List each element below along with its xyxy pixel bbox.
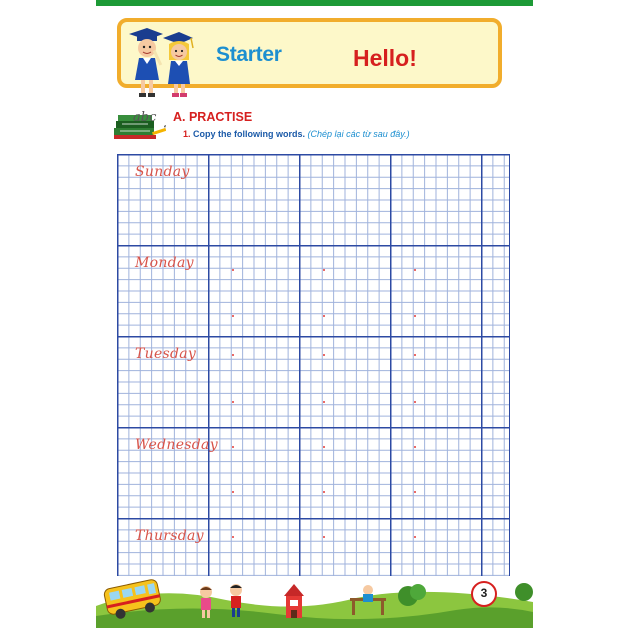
trace-dot [323,269,325,271]
trace-dot [414,491,416,493]
exercise-number: 1. [183,129,191,139]
abc-label: abc [133,110,157,125]
graduate-kids-illustration [125,24,197,104]
trace-dot [232,315,234,317]
section-heading: A. PRACTISE [173,110,253,124]
trace-dot [323,491,325,493]
trace-dot [232,446,234,448]
trace-dot [414,315,416,317]
practice-word-monday: Monday [135,255,194,271]
top-green-bar [96,0,533,6]
trace-dot [232,354,234,356]
practice-word-wednesday: Wednesday [135,437,218,453]
lesson-greeting: Hello! [353,45,417,71]
trace-dot [414,536,416,538]
exercise-instruction [183,129,410,139]
trace-dot [323,536,325,538]
trace-dot [323,446,325,448]
trace-dot [323,401,325,403]
instruction-english: Copy the following words. [193,129,306,139]
trace-dot [414,401,416,403]
trace-dot [414,354,416,356]
page-number-badge: 3 [471,581,497,607]
trace-dot [323,354,325,356]
instruction-vietnamese: (Chép lại các từ sau đây.) [307,129,410,139]
trace-dot [232,536,234,538]
practice-word-sunday: Sunday [135,164,190,180]
lesson-title: Starter [216,43,282,66]
trace-dot [232,491,234,493]
practice-word-tuesday: Tuesday [135,346,197,362]
trace-dot [232,401,234,403]
handwriting-practice-grid[interactable] [117,154,510,578]
trace-dot [414,446,416,448]
school-bus-children-landscape [96,576,533,628]
trace-dot [232,269,234,271]
trace-dot [323,315,325,317]
practice-word-thursday: Thursday [135,528,204,544]
trace-dot [414,269,416,271]
